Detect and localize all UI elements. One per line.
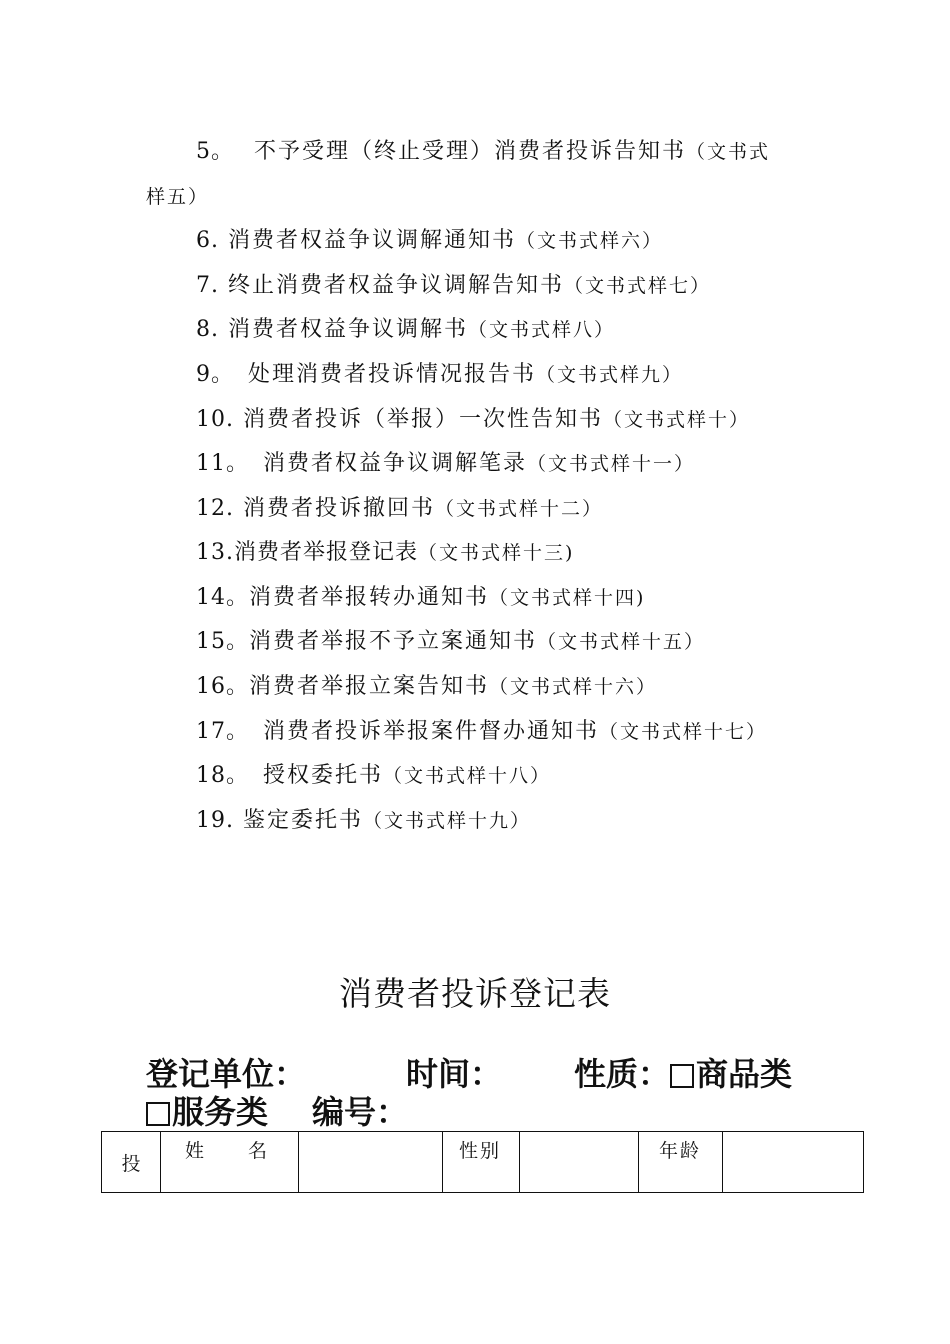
name-value-cell[interactable] <box>299 1132 443 1193</box>
catalog-item-7 <box>196 271 711 301</box>
item-title: 授权委托书 <box>263 763 384 788</box>
item-form-ref: （文书式样九） <box>536 364 684 386</box>
item-form-ref: （文书式样十二） <box>435 498 604 520</box>
catalog-item-12 <box>196 494 603 524</box>
item-number: 16。 <box>196 674 249 699</box>
item-form-ref: （文书式样十七） <box>599 721 768 743</box>
age-value-cell[interactable] <box>723 1132 864 1193</box>
item-form-ref: （文书式样十八） <box>383 765 552 787</box>
catalog-item-14 <box>196 583 645 613</box>
item-title: 消费者举报转办通知书 <box>249 585 490 610</box>
complainant-header-cell <box>102 1132 161 1193</box>
item-number: 9。 <box>196 362 234 387</box>
form-meta-line-1 <box>146 1054 792 1094</box>
item-form-ref: （文书式样十） <box>603 409 751 431</box>
item-form-ref: （文书式样十四) <box>489 587 646 609</box>
catalog-item-10 <box>196 405 750 435</box>
number-label: 编号： <box>312 1093 409 1131</box>
item-title: 消费者举报立案告知书 <box>249 674 490 699</box>
catalog-item-19 <box>196 806 531 836</box>
age-label-cell <box>639 1132 723 1193</box>
item-title: 不予受理（终止受理）消费者投诉告知书 <box>254 139 687 164</box>
table-row <box>102 1132 864 1193</box>
item-form-ref: （文书式样十三) <box>418 542 575 564</box>
catalog-item-6 <box>196 226 663 256</box>
catalog-item-16 <box>196 672 657 702</box>
item-number: 15。 <box>196 629 249 654</box>
item-number: 17。 <box>196 719 249 744</box>
item-number: 7. <box>196 273 219 298</box>
gender-value-cell[interactable] <box>520 1132 639 1193</box>
gender-label-cell <box>443 1132 520 1193</box>
name-label-cell <box>161 1132 299 1193</box>
goods-checkbox[interactable] <box>670 1064 694 1088</box>
item-form-ref: （文书式样十五） <box>537 631 706 653</box>
gender-label: 性别 <box>459 1140 502 1162</box>
item-number: 18。 <box>196 763 249 788</box>
item-number: 8. <box>196 317 219 342</box>
catalog-item-17 <box>196 717 767 747</box>
catalog-item-5-wrap: 样五） <box>146 186 210 208</box>
catalog-item-8 <box>196 315 615 345</box>
item-title: 消费者投诉（举报）一次性告知书 <box>243 407 604 432</box>
item-title: 消费者权益争议调解笔录 <box>263 451 528 476</box>
item-form-ref: （文书式样十一） <box>527 453 696 475</box>
complaint-registration-table <box>101 1131 864 1193</box>
item-title: 消费者举报登记表 <box>234 540 419 565</box>
registration-unit-label: 登记单位： <box>146 1055 307 1093</box>
item-number: 12. <box>196 496 234 521</box>
goods-option-label: 商品类 <box>696 1055 793 1093</box>
complainant-label: 投 <box>121 1152 141 1175</box>
age-label: 年龄 <box>659 1140 702 1162</box>
catalog-item-9 <box>196 360 683 390</box>
item-number: 5。 <box>196 139 234 164</box>
item-title: 处理消费者投诉情况报告书 <box>248 362 537 387</box>
service-option-label: 服务类 <box>172 1093 269 1131</box>
catalog-item-13 <box>196 538 574 568</box>
item-title: 鉴定委托书 <box>243 808 364 833</box>
item-form-ref: （文书式 <box>686 141 771 163</box>
item-number: 10. <box>196 407 234 432</box>
nature-label: 性质： <box>574 1055 671 1093</box>
item-title: 消费者权益争议调解书 <box>228 317 469 342</box>
item-title: 终止消费者权益争议调解告知书 <box>228 273 565 298</box>
catalog-item-11 <box>196 449 695 479</box>
item-title: 消费者投诉撤回书 <box>243 496 436 521</box>
item-number: 19. <box>196 808 234 833</box>
item-form-ref: （文书式样六） <box>516 230 664 252</box>
form-title: 消费者投诉登记表 <box>339 974 611 1013</box>
item-form-ref: （文书式样七） <box>564 275 712 297</box>
catalog-item-5 <box>196 137 770 167</box>
item-title: 消费者权益争议调解通知书 <box>228 228 517 253</box>
catalog-item-15 <box>196 627 705 657</box>
item-number: 6. <box>196 228 219 253</box>
item-form-ref: （文书式样八） <box>468 319 616 341</box>
time-label: 时间： <box>406 1055 503 1093</box>
item-number: 11。 <box>196 451 249 476</box>
item-number: 14。 <box>196 585 249 610</box>
catalog-item-18 <box>196 761 551 791</box>
service-checkbox[interactable] <box>146 1102 170 1126</box>
form-meta-line-2 <box>146 1092 408 1132</box>
item-form-ref: （文书式样十九） <box>363 810 532 832</box>
item-title: 消费者举报不予立案通知书 <box>249 629 538 654</box>
item-number: 13. <box>196 540 234 565</box>
item-title: 消费者投诉举报案件督办通知书 <box>263 719 600 744</box>
item-form-ref: （文书式样十六） <box>489 676 658 698</box>
name-label: 姓 名 <box>185 1140 270 1162</box>
